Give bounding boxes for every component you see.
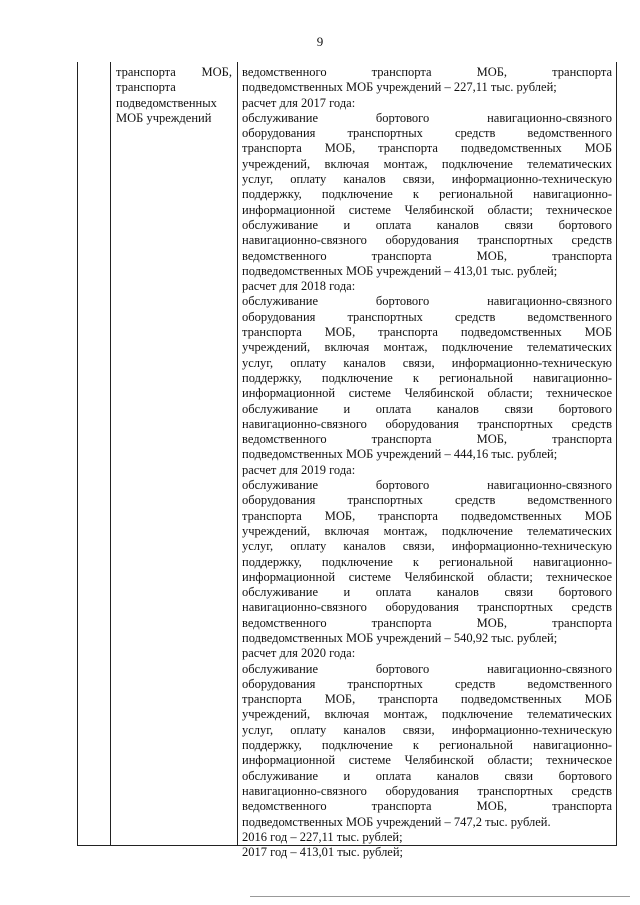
right-cell-line: учреждений, включая монтаж, подключение телематических [242, 707, 612, 722]
footer-rule [250, 896, 630, 897]
left-cell-line: транспорта [116, 80, 176, 95]
right-cell-line: информационной системе Челябинской области; техническое [242, 569, 612, 584]
right-cell-line: оборудования транспортных средств ведомственного [242, 676, 612, 691]
table-cell-subject [116, 65, 232, 126]
right-cell-line: подведомственных МОБ учреждений – 444,16 тыс. рублей; [242, 447, 558, 462]
right-cell-line: услуг, оплату каналов связи, информационно-техническую [242, 172, 612, 187]
right-cell-line: оборудования транспортных средств ведомственного [242, 309, 612, 324]
right-cell-line: оборудования транспортных средств ведомственного [242, 493, 612, 508]
right-cell-line: информационной системе Челябинской области; техническое [242, 202, 612, 217]
right-cell-line: расчет для 2018 года: [242, 279, 356, 294]
right-cell-line: учреждений, включая монтаж, подключение телематических [242, 340, 612, 355]
right-cell-line: информационной системе Челябинской области; техническое [242, 753, 612, 768]
right-cell-line: ведомственного транспорта МОБ, транспорта [242, 432, 612, 447]
right-cell-line: транспорта МОБ, транспорта подведомственных МОБ [242, 508, 612, 523]
right-cell-line: транспорта МОБ, транспорта подведомственных МОБ [242, 692, 612, 707]
right-cell-line: обслуживание бортового навигационно-связного [242, 478, 612, 493]
right-cell-line: навигационно-связного оборудования транспортных средств [242, 783, 612, 798]
right-cell-line: ведомственного транспорта МОБ, транспорта [242, 615, 612, 630]
right-cell-line: учреждений, включая монтаж, подключение телематических [242, 523, 612, 538]
right-cell-line: информационной системе Челябинской области; техническое [242, 386, 612, 401]
right-cell-line: подведомственных МОБ учреждений – 413,01 тыс. рублей; [242, 263, 558, 278]
right-cell-line: учреждений, включая монтаж, подключение телематических [242, 156, 612, 171]
right-cell-line: подведомственных МОБ учреждений – 227,11 тыс. рублей; [242, 80, 557, 95]
right-cell-line: услуг, оплату каналов связи, информационно-техническую [242, 355, 612, 370]
left-cell-line: подведомственных [116, 95, 217, 110]
right-cell-line: услуг, оплату каналов связи, информационно-техническую [242, 722, 612, 737]
right-cell-line: обслуживание бортового навигационно-связного [242, 110, 612, 125]
right-cell-line: услуг, оплату каналов связи, информационно-техническую [242, 539, 612, 554]
budget-table [77, 62, 617, 860]
right-cell-line: навигационно-связного оборудования транспортных средств [242, 600, 612, 615]
right-cell-line: транспорта МОБ, транспорта подведомственных МОБ [242, 141, 612, 156]
right-cell-line: обслуживание бортового навигационно-связного [242, 661, 612, 676]
left-cell-line: транспорта МОБ, [116, 65, 232, 79]
right-cell-line: навигационно-связного оборудования транспортных средств [242, 416, 612, 431]
table-cell-calculation [242, 65, 612, 860]
column-divider-1 [110, 62, 111, 845]
right-cell-line: поддержку, подключение к региональной навигационно- [242, 370, 612, 385]
right-cell-line: 2017 год – 413,01 тыс. рублей; [242, 845, 404, 860]
right-cell-line: 2016 год – 227,11 тыс. рублей; [242, 829, 403, 844]
right-cell-line: ведомственного транспорта МОБ, транспорта [242, 799, 612, 814]
page-number: 9 [316, 34, 324, 49]
right-cell-line: обслуживание и оплата каналов связи бортового [242, 768, 612, 783]
right-cell-line: поддержку, подключение к региональной навигационно- [242, 738, 612, 753]
right-cell-line: обслуживание и оплата каналов связи бортового [242, 585, 612, 600]
right-cell-line: поддержку, подключение к региональной навигационно- [242, 187, 612, 202]
right-cell-line: обслуживание и оплата каналов связи бортового [242, 401, 612, 416]
right-cell-line: ведомственного транспорта МОБ, транспорта [242, 248, 612, 263]
left-cell-line: МОБ учреждений [116, 110, 212, 125]
right-cell-line: расчет для 2017 года: [242, 95, 356, 110]
right-cell-line: обслуживание и оплата каналов связи бортового [242, 217, 612, 232]
right-cell-line: обслуживание бортового навигационно-связного [242, 294, 612, 309]
right-cell-line: подведомственных МОБ учреждений – 540,92 тыс. рублей; [242, 630, 558, 645]
right-cell-line: транспорта МОБ, транспорта подведомственных МОБ [242, 325, 612, 340]
right-cell-line: расчет для 2019 года: [242, 462, 356, 477]
right-cell-line: поддержку, подключение к региональной навигационно- [242, 554, 612, 569]
column-divider-2 [237, 62, 238, 845]
right-cell-line: подведомственных МОБ учреждений – 747,2 тыс. рублей. [242, 814, 551, 829]
right-cell-line: ведомственного транспорта МОБ, транспорта [242, 65, 612, 79]
right-cell-line: навигационно-связного оборудования транспортных средств [242, 233, 612, 248]
right-cell-line: расчет для 2020 года: [242, 646, 356, 661]
right-cell-line: оборудования транспортных средств ведомственного [242, 126, 612, 141]
